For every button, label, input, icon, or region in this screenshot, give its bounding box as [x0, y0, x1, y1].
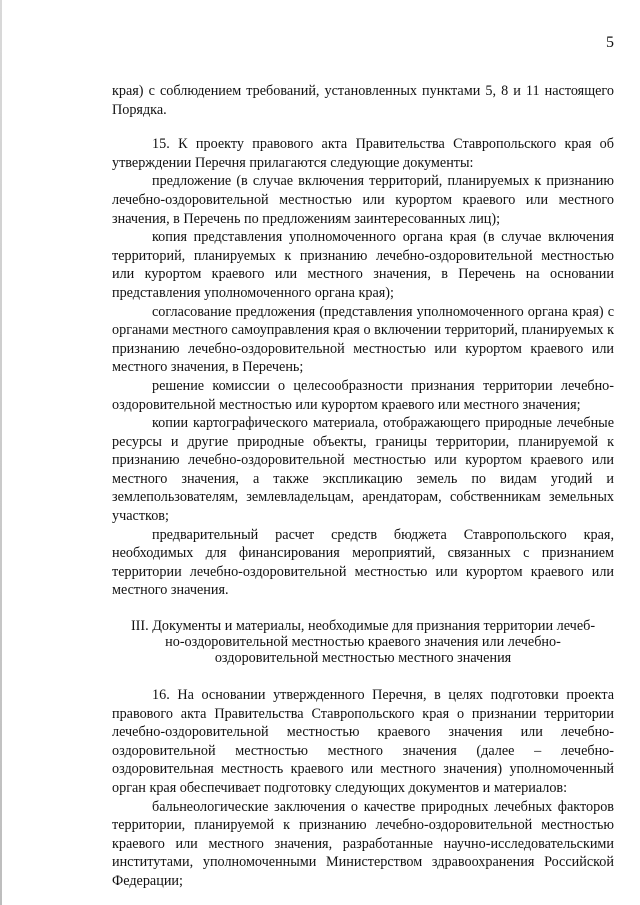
section-heading-line: III. Документы и материалы, необходимые для признания территории лечеб- — [130, 618, 596, 635]
list-item: копия представления уполномоченного органа края (в случае включения территорий, планируемых к признанию лечебно-оздоровительной местностью или курортом краевого или местного значения, в Перечень на основании представления уполномоченного органа края); — [112, 229, 614, 301]
list-item: копии картографического материала, отображающего природные лечебные ресурсы и другие природные объекты, границы территории, планируемой к признанию лечебно-оздоровительной местностью или курортом краевого или местного значения, а также экспликацию земель по видам угодий и землепользователям, землевладельцам, арендаторам, собственникам земельных участков; — [112, 415, 614, 525]
paragraph-item-15: 15. К проекту правового акта Правительства Ставропольского края об утверждении Перечня прилагаются следующие документы: — [112, 136, 614, 171]
list-item: согласование предложения (представления уполномоченного органа края) с органами местного самоуправления края о включении территорий, планируемых к признанию лечебно-оздоровительной местностью или курортом краевого или местного значения, в Перечень; — [112, 303, 614, 376]
list-item: решение комиссии о целесообразности признания территории лечебно-оздоровительной местностью или курортом краевого или местного значения; — [112, 377, 614, 413]
paragraph-continuation: края) с соблюдением требований, установленных пунктами 5, 8 и 11 настоящего Порядка. — [112, 83, 614, 118]
document-body — [112, 82, 614, 891]
section-heading-line: но-оздоровительной местностью краевого значения или лечебно- — [165, 634, 561, 651]
list-item: предложение (в случае включения территорий, планируемых к признанию лечебно-оздоровительной местностью или курортом краевого или местного значения, в Перечень по предложениям заинтересованных лиц); — [112, 173, 614, 227]
list-item: предварительный расчет средств бюджета Ставропольского края, необходимых для финансирования мероприятий, связанных с признанием территории лечебно-оздоровительной местностью или курортом краевого или местного значения. — [112, 526, 614, 599]
scan-edge — [0, 0, 2, 905]
list-item: бальнеологические заключения о качестве природных лечебных факторов территории, планируемой к признанию лечебно-оздоровительной местностью краевого или местного значения, разработанные научно-исследовательскими институтами, уполномоченными Министерством здравоохранения Российской Федерации; — [112, 798, 614, 889]
page-number: 5 — [606, 34, 614, 51]
section-heading — [112, 618, 614, 666]
section-heading-line: оздоровительной местностью местного значения — [214, 650, 512, 667]
paragraph-item-16: 16. На основании утвержденного Перечня, в целях подготовки проекта правового акта Правительства Ставропольского края о признании территории лечебно-оздоровительной местностью краевого значения или лечебно-оздоровительной местностью местного значения (далее – лечебно-оздоровительная местность краевого или местного значения) уполномоченный орган края обеспечивает подготовку следующих документов и материалов: — [112, 687, 614, 796]
